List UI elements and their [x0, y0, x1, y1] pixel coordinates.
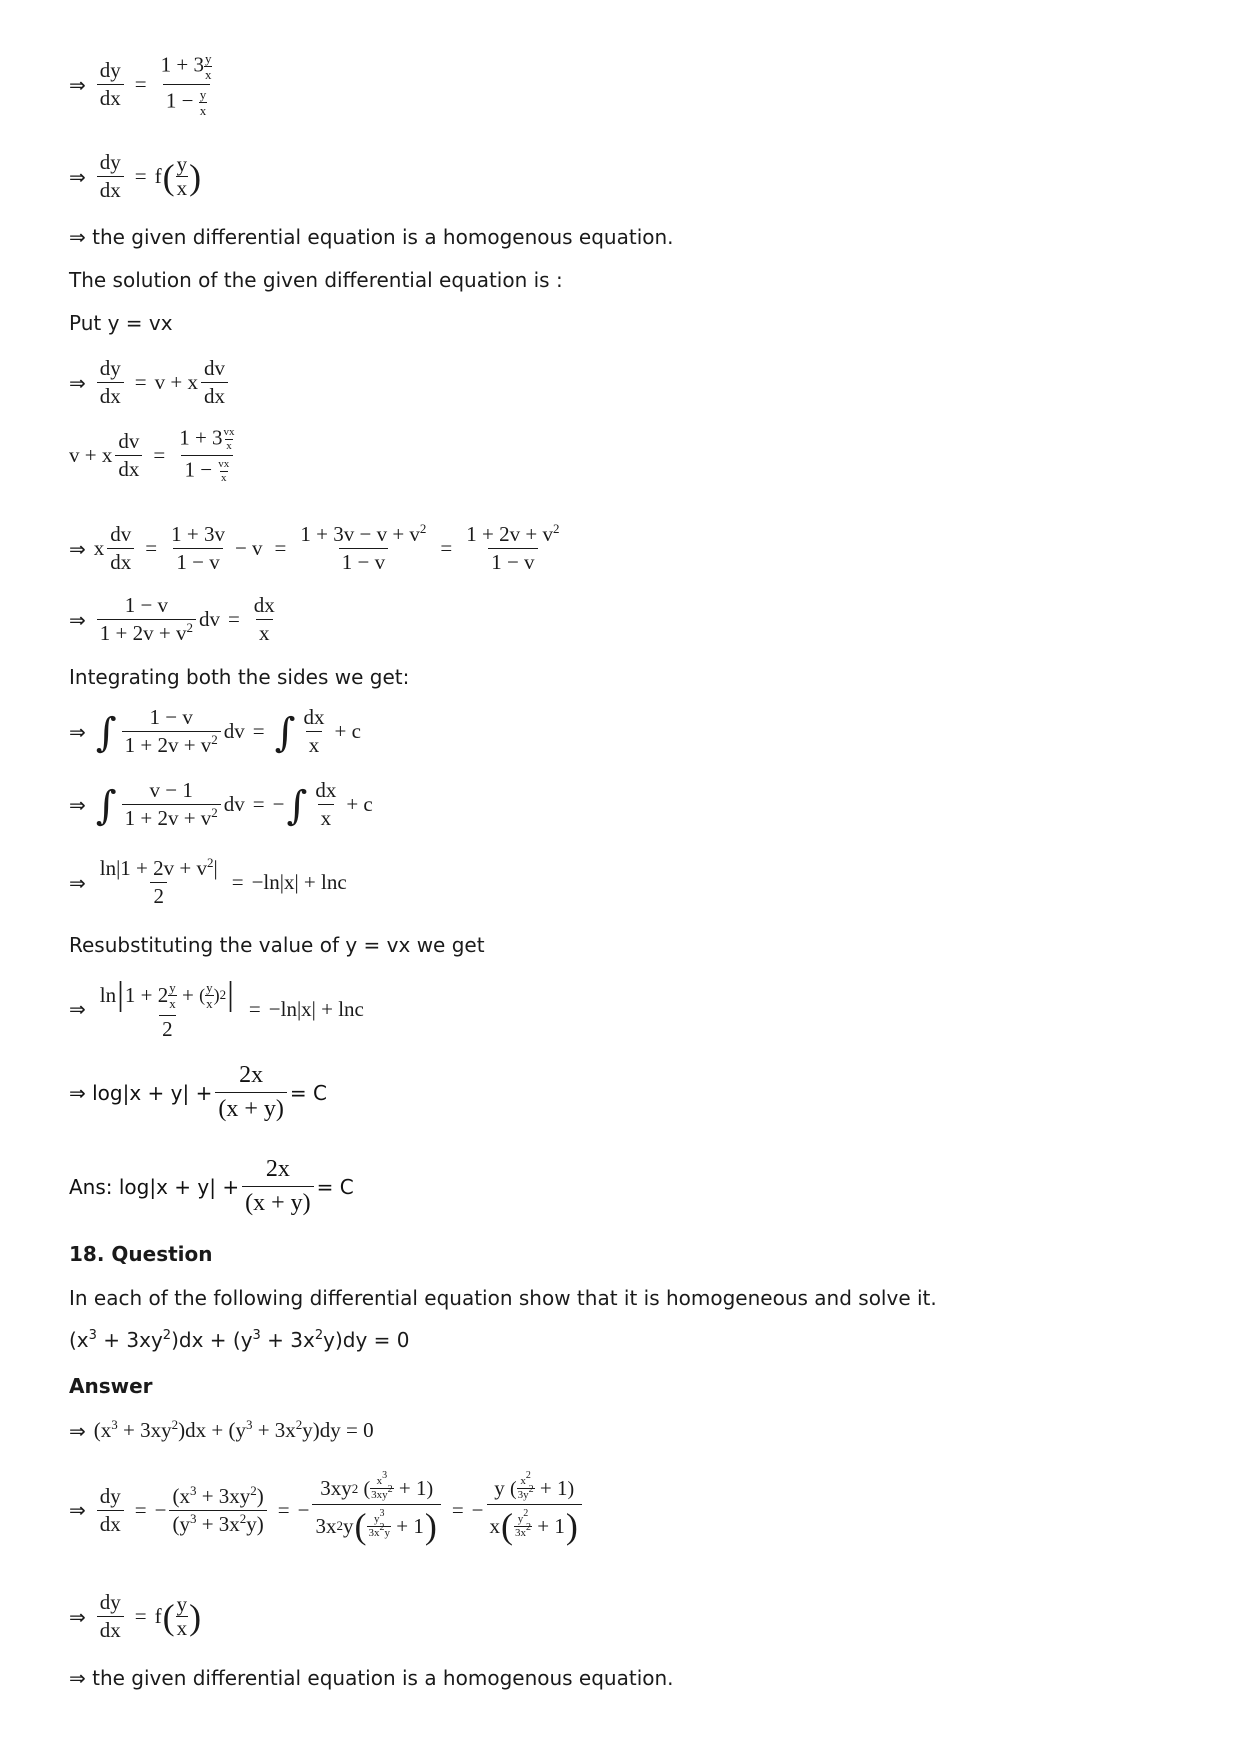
equation-14: ⇒ $\frac{dy}{dx}$ = f ( y x ) [69, 1590, 202, 1642]
answer-final-suffix: = C [316, 1174, 354, 1199]
equation-8: ⇒ ∫ v − 1 $1 + 2v + v^2$ dv = − ∫ dx x + c [69, 778, 373, 830]
equation-7: ⇒ ∫ 1 − v $1 + 2v + v^2$ dv = ∫ dx x + c [69, 705, 361, 757]
answer-label: Answer [69, 1374, 153, 1398]
text-integrating: Integrating both the sides we get: [69, 665, 410, 689]
equation-11-suffix: = C [289, 1080, 327, 1105]
answer-final: Ans: log|x + y| + $\frac{2x}{(x + y)}$ = C [69, 1156, 354, 1216]
equation-9: ⇒ $\frac{\ln|1 + 2v + v^2|}{2}$ = −ln|x| + lnc [69, 855, 347, 908]
equation-12: ⇒ $(x^3 + 3xy^2)dx + (y^3 + 3x^2y)dy = 0$ [69, 1417, 374, 1443]
equation-11: ⇒ log|x + y| + $\frac{2x}{(x + y)}$ = C [69, 1062, 327, 1122]
question-heading: 18. Question [69, 1242, 213, 1266]
answer-final-prefix: Ans: log|x + y| + [69, 1174, 240, 1199]
equation-6: ⇒ 1 − v $1 + 2v + v^2$ dv = $\frac{dx}{x}$ [69, 593, 275, 645]
text-homogenous-1: ⇒ the given differential equation is a homogenous equation. [69, 225, 674, 249]
equation-1: ⇒ $\frac{dy}{dx}$ = 1 + 3 $\frac{y}{x}$ 1 − $\frac{y}{x}$ [69, 51, 212, 118]
equation-3: ⇒ $\frac{dy}{dx}$ = v + x dv dx [69, 358, 231, 407]
text-put-y-vx: Put y = vx [69, 311, 173, 335]
text-resubstituting: Resubstituting the value of y = vx we get [69, 933, 485, 957]
equation-13: ⇒ $\frac{dy}{dx}$ = − $\frac{(x^3 + 3xy^2)}{(y^3 + 3x^2y)}$ = − 3xy 2 ( $x^3$ $3xy^2$ + 1 ) 3x 2 y ( $y^3$ $3x^2y$ + 1 ) = − y ( $x^2$ $3y^2$ + 1 ) x ( $y^2$ $3x^2$ + 1 ) [69, 1476, 585, 1544]
equation-4: v + x $\frac{dv}{dx}$ = 1 + 3 $\frac{vx}{x}$ 1 − $\frac{vx}{x}$ [69, 425, 235, 484]
equation-5: ⇒ x $\frac{dv}{dx}$ = $\frac{1 + 3v}{1 - v}$ − v = $\frac{1 + 3v - v + v^2}{1 - v}$ = $\frac{1 + 2v + v^2}{1 - v}$ [69, 521, 560, 574]
equation-11-prefix: ⇒ log|x + y| + [69, 1080, 213, 1105]
text-homogenous-2: ⇒ the given differential equation is a homogenous equation. [69, 1666, 674, 1690]
equation-10: ⇒ ln | 1 + 2 y x + ( y x ) 2 | 2 = −ln|x| + lnc [69, 976, 364, 1041]
equation-2: ⇒ $\frac{dy}{dx}$ = f ( y x ) [69, 150, 202, 202]
question-equation: $(x^3 + 3xy^2)dx + (y^3 + 3x^2y)dy = 0$ [69, 1328, 410, 1352]
question-text: In each of the following differential equation show that it is homogeneous and solve it. [69, 1286, 937, 1310]
text-solution-intro: The solution of the given differential equation is : [69, 268, 563, 292]
